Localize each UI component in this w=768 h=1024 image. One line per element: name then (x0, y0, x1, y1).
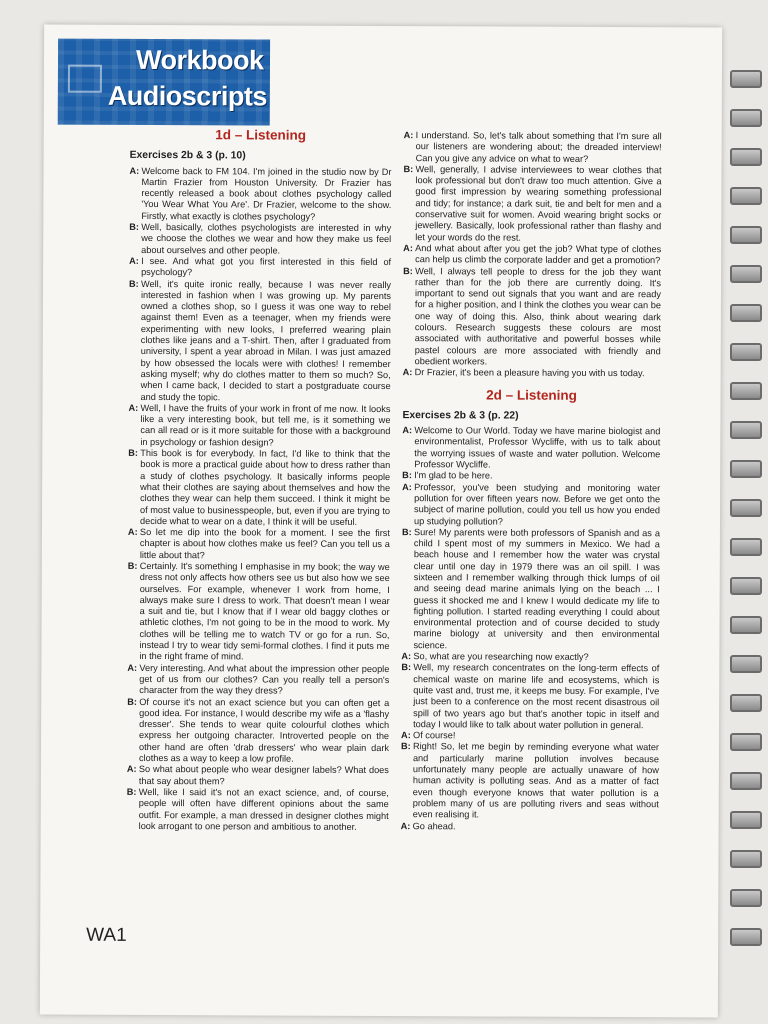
speaker-label: B: (129, 221, 140, 233)
speaker-label: B: (400, 741, 411, 752)
spiral-binding-icon (730, 70, 760, 970)
spiral-ring-icon (730, 538, 762, 556)
dialogue-line (403, 243, 661, 267)
dialogue-line (402, 425, 660, 471)
dialogue-line (129, 278, 392, 403)
speaker-label: A: (403, 243, 413, 254)
dialogue-text: Professor, you've been studying and monitoring water pollution for over fifteen years now. Before we get onto the subject of marine pollution, could you tell us how you ended up studying pollution? (413, 481, 661, 527)
spiral-ring-icon (730, 733, 762, 751)
dialogue-text: This book is for everybody. In fact, I'd like to think that the book is more a practical guide about how to dress rather than a study of clothes psychology. It basically informs people what their clothes are saying about themselves and how the clothes they wear can help them succeed. I think it might be of most value to businesspeople, but, even if you are trying to decide what to wear on a date, I think it will be useful. (139, 447, 391, 527)
dialogue-text: Well, I always tell people to dress for the job they want rather than for the job there are currently doing. It's important to send out signals that you want and are ready for a higher position, and I think the clothes you wear can be one way of doing this. Also, think about wearing dark colours. Research suggests these colours are most associated with authoritative and powerful bosses while pastel colours are more associated with friendly and obedient workers. (414, 265, 662, 367)
speaker-label: A: (129, 165, 140, 176)
dialogue-line (127, 764, 389, 788)
speaker-label: A: (402, 367, 413, 378)
dialogue-text: So, what are you researching now exactly? (413, 651, 589, 662)
dialogue-text: Dr Frazier, it's been a pleasure having you with us today. (414, 367, 645, 379)
spiral-ring-icon (730, 499, 762, 517)
speaker-label: A: (402, 425, 413, 436)
spiral-ring-icon (730, 421, 762, 439)
dialogue-line (129, 165, 391, 223)
spiral-ring-icon (730, 655, 762, 673)
section-title-1d: 1d – Listening (215, 127, 307, 143)
dialogue-1d-continued (403, 130, 662, 380)
dialogue-line (401, 527, 660, 652)
exercise-title-2d: Exercises 2b & 3 (p. 22) (402, 409, 519, 422)
spiral-ring-icon (730, 70, 762, 88)
dialogue-text: I'm glad to be here. (414, 470, 493, 481)
dialogue-line (129, 256, 391, 280)
dialogue-line (404, 130, 662, 165)
spiral-ring-icon (730, 772, 762, 790)
spiral-ring-icon (730, 889, 762, 907)
dialogue-2d (401, 425, 661, 833)
spiral-ring-icon (730, 187, 762, 205)
spiral-ring-icon (730, 109, 762, 127)
spiral-ring-icon (730, 304, 762, 322)
spiral-ring-icon (730, 928, 762, 946)
speaker-label: A: (129, 255, 139, 266)
speaker-label: B: (128, 447, 139, 458)
dialogue-line (403, 164, 661, 244)
speaker-label: A: (400, 820, 411, 831)
dialogue-text: I see. And what got you first interested in this field of psychology? (141, 255, 392, 278)
dialogue-text: And what about after you get the job? What type of clothes can help us climb the corporate ladder and get a promotion? (415, 243, 662, 266)
speaker-label: A: (127, 662, 138, 673)
dialogue-text: I understand. So, let's talk about something that I'm sure all our listeners are wondering about; the dreaded interview! Can you give any advice on what to wear? (415, 130, 662, 164)
dialogue-text: Welcome to Our World. Today we have marine biologist and environmentalist, Professor Wycliffe, with us to talk about the worrying issues of waste and water pollution. Welcome Professor Wycliffe. (414, 425, 661, 470)
dialogue-text: Well, it's quite ironic really, because I was never really interested in fashion when I was growing up. My parents owned a clothes shop, so I guess it was one way to rebel against them! Even as a teenager, when my friends were experimenting with new looks, I preferred wearing plain clothes like jeans and a T-shirt. Then, after I graduated from university, I spent a year abroad in Milan. I was just amazed by how obsessed the locals were with clothes! I remember asking myself; why do clothes matter to them so much? So, when I came back, I decided to start a postgraduate course and study the topic. (140, 278, 392, 402)
dialogue-line (127, 696, 389, 765)
dialogue-text: So let me dip into the book for a moment. I see the first chapter is about how clothes make us feel? Can you tell us a little about that? (139, 527, 390, 560)
dialogue-text: Of course it's not an exact science but you can often get a good idea. For instance, I would describe my wife as a 'flashy dresser'. She tends to wear quite colourful clothes which express her outgoing character. Introverted people on the other hand are often 'drab dressers' who wear plain dark clothes as a way to keep a low profile. (138, 696, 390, 764)
dialogue-line (127, 787, 389, 833)
dialogue-text: Very interesting. And what about the impression other people get of us from our clothes? Can you really tell a person's character from the way they dress? (139, 662, 390, 696)
dialogue-text: Well, my research concentrates on the long-term effects of chemical waste on marine life and ecosystems, which is quite vast and, trust me, it keeps me busy. For example, I've just been to a conference on the most recent disastrous oil spill of two years ago but that's another topic in itself and today I would like to talk about water pollution in general. (413, 662, 660, 730)
dialogue-line (127, 561, 389, 664)
dialogue-text: Well, like I said it's not an exact science, and, of course, people will often have different opinions about the same outfit. For example, a man dressed in designer clothes might look arrogant to one person and ambitious to another. (138, 786, 389, 832)
spiral-ring-icon (730, 460, 762, 478)
page-number: WA1 (86, 924, 127, 946)
dialogue-text: Of course! (413, 730, 456, 741)
speaker-label: A: (402, 481, 412, 492)
speaker-label: B: (401, 662, 412, 673)
workbook-audioscripts-banner (58, 39, 270, 126)
spiral-ring-icon (730, 382, 762, 400)
dialogue-line (402, 482, 660, 528)
dialogue-text: Welcome back to FM 104. I'm joined in the studio now by Dr Martin Frazier from Houston University. Dr Frazier has recently released a book about clothes psychology called 'You Wear What You Are'. Dr Frazier, welcome to the show. Firstly, what exactly is clothes psychology? (141, 165, 392, 222)
speaker-label: B: (126, 786, 137, 797)
dialogue-line (129, 222, 391, 257)
dialogue-line (128, 527, 390, 562)
dialogue-text: Sure! My parents were both professors of Spanish and as a child I spent most of my summers in Mexico. We had a beach house and I remember how the water was crystal clear until one day in 1979 there was an oil spill. I was sixteen and I remember walking through thick lumps of oil and seeing dead marine animals lying on the beach ... I guess it shocked me and I knew I would dedicate my life to fighting pollution. I started reading everything I could about environmental protection and of course decided to study marine biology at university and then environmental science. (413, 526, 660, 651)
dialogue-line (403, 367, 661, 379)
spiral-ring-icon (730, 694, 762, 712)
dialogue-line (403, 266, 661, 369)
spiral-ring-icon (730, 811, 762, 829)
speaker-label: A: (401, 651, 412, 662)
dialogue-text: Certainly. It's something I emphasise in my book; the way we dress not only affects how others see us but also how we see ourselves. For example, whenever I work from home, I always make sure I dress to work. That doesn't mean I wear a suit and tie, but I know that if I wear old baggy clothes or athletic clothes, I'm not going to be in the mood to work. My clothes will be telling me to watch TV or go for a run. So, instead I try to wear tidy semi-formal clothes. I find it puts me in the right frame of mind. (139, 560, 390, 662)
speaker-label: B: (403, 163, 414, 175)
speaker-label: B: (402, 470, 412, 481)
spiral-ring-icon (730, 343, 762, 361)
speaker-label: A: (128, 402, 139, 413)
dialogue-line (401, 821, 659, 833)
dialogue-text: Well, basically, clothes psychologists are interested in why we choose the clothes we wear and how they make us feel about ourselves and other people. (141, 222, 392, 256)
banner-decoration-icon (68, 65, 102, 93)
dialogue-line (127, 663, 389, 698)
exercise-title-1d: Exercises 2b & 3 (p. 10) (129, 150, 246, 162)
speaker-label: B: (129, 278, 139, 289)
speaker-label: B: (401, 526, 412, 537)
dialogue-text: Well, generally, I advise interviewees to wear clothes that look professional but don't draw too much attention. Give a good first impression by wearing something professional and tidy; for instance; a dark suit, tie and belt for men and a conservative suit for women. Avoid wearing bright socks or jewellery. Basically, look professional rather than flashy and let your words do the rest. (415, 164, 662, 243)
spiral-ring-icon (730, 577, 762, 595)
dialogue-line (401, 742, 659, 822)
right-column (401, 130, 662, 833)
spiral-ring-icon (730, 616, 762, 634)
speaker-label: B: (127, 560, 138, 571)
dialogue-text: So what about people who wear designer labels? What does that say about them? (138, 764, 389, 786)
dialogue-1d (127, 165, 392, 833)
speaker-label: B: (403, 265, 413, 276)
banner-title-line1: Workbook (135, 44, 264, 76)
dialogue-line (128, 448, 390, 528)
speaker-label: A: (401, 730, 411, 741)
workbook-page (40, 25, 722, 1018)
section-title-2d: 2d – Listening (486, 386, 577, 403)
speaker-label: A: (127, 526, 138, 538)
spiral-ring-icon (730, 850, 762, 868)
spiral-ring-icon (730, 265, 762, 283)
left-column (127, 129, 392, 833)
dialogue-line (128, 403, 390, 449)
dialogue-text: Well, I have the fruits of your work in front of me now. It looks like a very interesting book, but tell me, is it something we can all read or is it more suitable for those with a background in psychology or fashion design? (140, 402, 391, 448)
dialogue-text: Right! So, let me begin by reminding everyone what water and particularly marine pollution involves because unfortunately many people are actually unaware of how human activity is polluting seas. And as a matter of fact even though everyone knows that water pollution is a problem many of us are polluting rivers and seas without even realising it. (412, 741, 660, 820)
dialogue-text: Go ahead. (412, 820, 456, 831)
dialogue-line (401, 662, 659, 731)
speaker-label: A: (126, 764, 137, 775)
spiral-ring-icon (730, 148, 762, 166)
speaker-label: B: (127, 696, 137, 707)
banner-title-line2: Audioscripts (107, 80, 267, 112)
speaker-label: A: (403, 130, 414, 141)
spiral-ring-icon (730, 226, 762, 244)
